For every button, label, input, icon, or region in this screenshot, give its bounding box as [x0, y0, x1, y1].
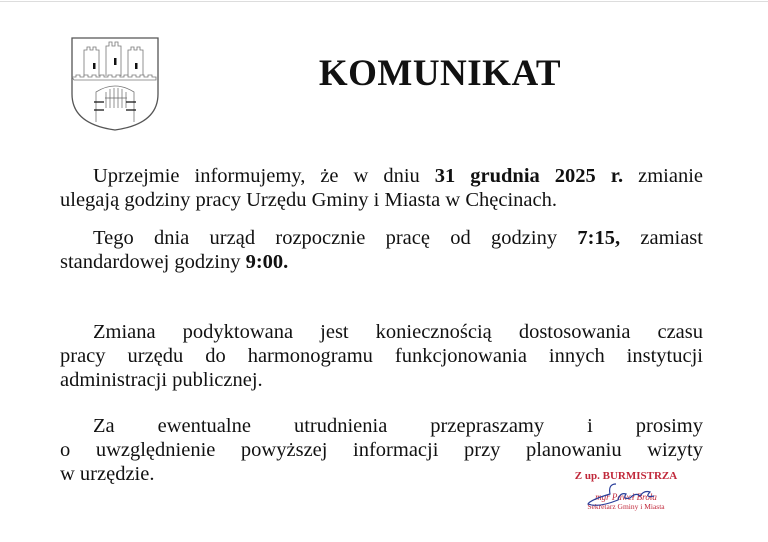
paragraph-4-line-1: Za ewentualne utrudnienia przepraszamy i prosimy [93, 415, 703, 437]
paragraph-1-line-1: Uprzejmie informujemy, że w dniu 31 grudnia 2025 r. zmianie [93, 165, 704, 187]
scan-edge [0, 1, 768, 2]
page-title: KOMUNIKAT [318, 53, 562, 94]
paragraph-3-line-1: Zmiana podyktowana jest koniecznością dostosowania czasu [93, 321, 703, 343]
coat-of-arms-icon [70, 36, 160, 132]
handwritten-signature [586, 480, 666, 510]
stamp-role: Sekretarz Gminy i Miasta [587, 502, 665, 511]
paragraph-4-line-3: w urzędzie. [60, 463, 155, 485]
paragraph-2-line-1: Tego dnia urząd rozpocznie pracę od godziny 7:15, zamiast [93, 227, 703, 249]
paragraph-3-line-3: administracji publicznej. [60, 369, 263, 391]
paragraph-4-line-2: o uwzględnienie powyższej informacji przy planowaniu wizyty [60, 439, 703, 461]
paragraph-2-line-2: standardowej godziny 9:00. [60, 251, 289, 273]
stamp-name: mgr Paweł Broła [595, 492, 657, 502]
paragraph-1-line-2: ulegają godziny pracy Urzędu Gminy i Miasta w Chęcinach. [60, 189, 557, 211]
stamp-header: Z up. BURMISTRZA [574, 470, 678, 482]
paragraph-3-line-2: pracy urzędu do harmonogramu funkcjonowania innych instytucji [60, 345, 703, 367]
